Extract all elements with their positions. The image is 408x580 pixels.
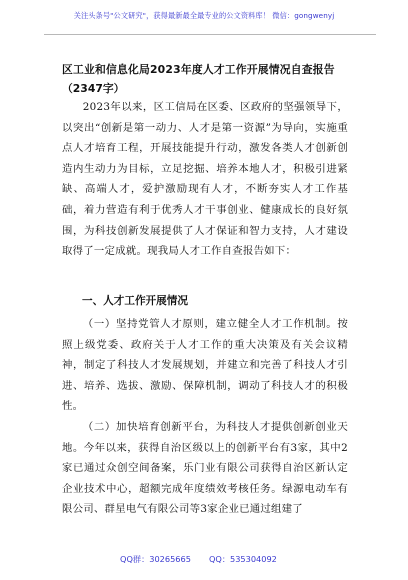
document-title: 区工业和信息化局2023年度人才工作开展情况自查报告 <box>62 63 335 76</box>
footer-contact <box>120 554 277 565</box>
header-divider <box>44 34 376 35</box>
qq-number: QQ：535304092 <box>208 554 277 564</box>
qq-group-number: QQ群：30265665 <box>120 554 191 564</box>
paragraph-party-management: （一）坚持党管人才原则，建立健全人才工作机制。按照上级党委、政府关于人才工作的重大决策及有关会议精神，制定了科技人才发展规划，并建立和完善了科技人才引进、培养、选拔、激励、保障机制，调动了科技人才的积极性。 <box>62 318 348 413</box>
promo-header-note: 关注头条号"公文研究"，获得最新最全最专业的公文资料库！ 微信：gongwenyj <box>73 11 335 20</box>
section-heading-talent-work: 一、人才工作开展情况 <box>82 295 188 307</box>
intro-paragraph: 2023年以来，区工信局在区委、区政府的坚强领导下，以突出“创新是第一动力、人才是第一资源”为导向，实施重点人才培育工程，开展技能提升行动，激发各类人才创新创造内生动力为目标，立足挖掘、培养本地人才，积极引进紧缺、高端人才，爱护激励现有人才，不断夯实人才工作基础，着力营造有利于优秀人才干事创业、健康成长的良好氛围，为科技创新发展提供了人才保证和智力支持，人才建设取得了一定成就。现我局人才工作自查报告如下： <box>62 101 348 258</box>
word-count-label: （2347字） <box>62 82 125 95</box>
paragraph-innovation-platform: （二）加快培育创新平台，为科技人才提供创新创业天地。今年以来，获得自治区级以上的创新平台有3家，其中2家已通过众创空间备案，乐门业有限公司获得自治区新认定企业技术中心，超额完成年度绩效考核任务。绿源电动车有限公司、群星电气有限公司等3家企业已通过组建了 <box>62 421 348 516</box>
